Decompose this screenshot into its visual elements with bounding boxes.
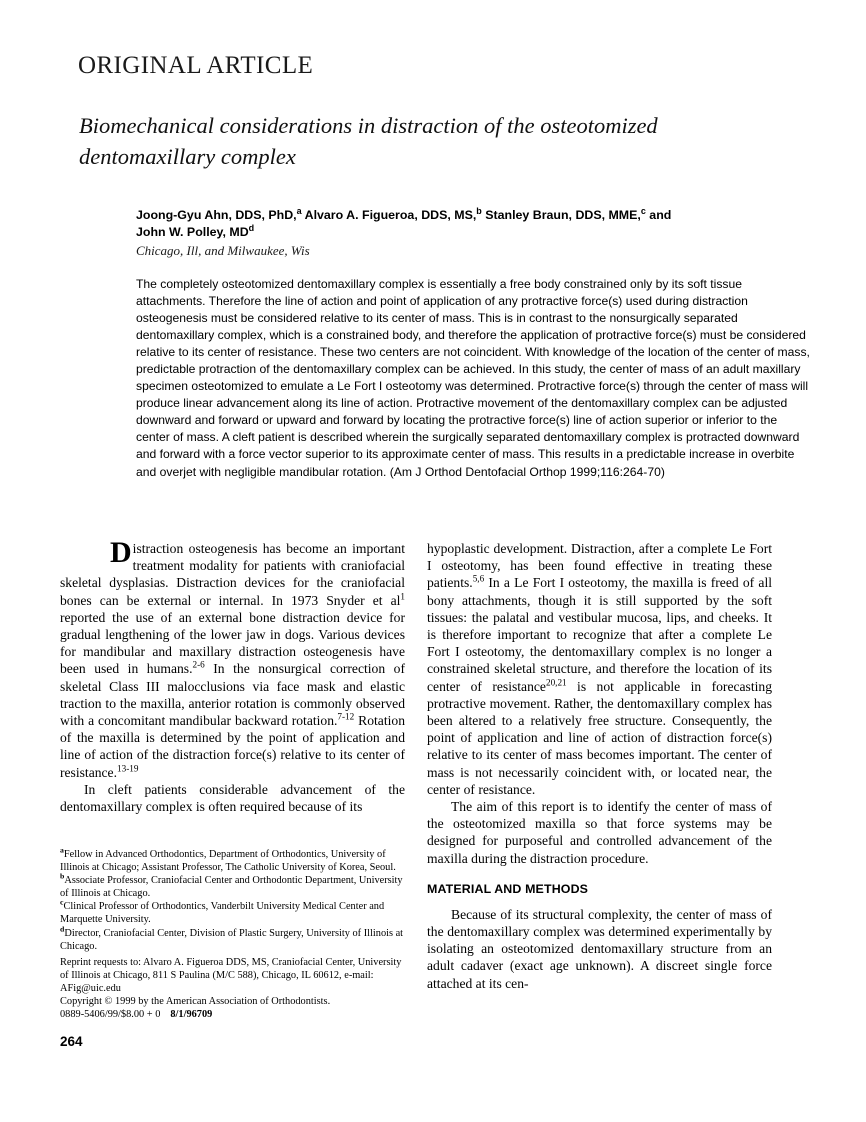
affiliation-marker-d: d [248, 222, 255, 233]
reference-marker: 20,21 [545, 677, 567, 688]
intro-text-b: reported the use of an external bone distraction device for gradual lengthening of the lower jaw in dogs. Various devices for mandibular and maxillary distraction osteogenesis have been used in humans. [60, 609, 405, 677]
section-heading-material-and-methods: MATERIAL AND METHODS [427, 881, 589, 896]
drop-cap: D [110, 536, 132, 569]
article-id: 8/1/96709 [170, 1009, 213, 1021]
reference-marker: 7-12 [337, 711, 355, 722]
article-type-kicker: ORIGINAL ARTICLE [78, 52, 314, 79]
affiliation-marker-a: a [296, 205, 302, 216]
lefort-text-b: In a Le Fort I osteotomy, the maxilla is freed of all bony attachments, though it is still supported by the soft tissues: the palatal and vestibular mucosa, lips, and cheeks. It is therefore important to recognize that after a complete Le Fort I osteotomy, the dentomaxillary complex is no longer a constrained skeletal structure, and therefore the location of its center of resistance [427, 575, 772, 694]
author-list [136, 207, 814, 241]
intro-text-d: Rotation of the maxilla is determined by the point of application and line of action of the distraction force(s) relative to its center of resistance. [60, 713, 405, 780]
footnote-marker-c: c [60, 897, 64, 907]
author-name: and [645, 208, 672, 222]
paragraph-lefort-continuation [427, 540, 772, 798]
intro-text-c: In the nonsurgical correction of skeletal Class III malocclusions via face mask and elastic traction to the maxilla, anterior rotation is commonly observed with a concomitant mandibular backward rotation. [60, 661, 405, 729]
body-column-left [60, 536, 405, 815]
reference-marker: 1 [400, 591, 405, 602]
issn-line [60, 1008, 405, 1021]
footnote-item [60, 871, 405, 900]
footnote-block [60, 845, 405, 1021]
footnote-marker-b: b [60, 871, 65, 881]
reference-marker: 2-6 [192, 659, 205, 670]
footnote-item [60, 924, 405, 953]
footnote-marker-d: d [60, 924, 65, 934]
paragraph-intro [60, 536, 405, 781]
reference-marker: 13-19 [117, 763, 139, 774]
paragraph-cleft-patients: In cleft patients considerable advancement of the dentomaxillary complex is often required because of its [60, 781, 405, 815]
abstract-text: The completely osteotomized dentomaxillary complex is essentially a free body constrained only by its soft tissue attachments. Therefore the line of action and point of application of any protractive force(s) used during distraction osteogenesis must be considered relative to its center of mass. This is in contrast to the nonsurgically separated dentomaxillary complex, which is a constrained body, and therefore the application of protractive force(s) must be considered relative to its center of resistance. These two centers are not coincident. With knowledge of the location of the center of mass, predictable protraction of the dentomaxillary complex can be achieved. In this study, the center of mass of an adult maxillary specimen osteotomized to emulate a Le Fort I osteotomy was determined. Protractive force(s) through the center of mass will produce linear advancement along its line of action. Protractive movement of the dentomaxillary complex can be adjusted downward and forward or upward and forward by locating the protractive force(s) line of action superior or inferior to the center of mass. A cleft patient is described wherein the surgically separated dentomaxillary complex is protracted downward and forward with a force vector superior to its approximate center of mass. This results in a predictable increase in overbite and overjet with negligible mandibular rotation. (Am J Orthod Dentofacial Orthop 1999;116:264-70) [136, 277, 810, 479]
reprint-requests: Reprint requests to: Alvaro A. Figueroa DDS, MS, Craniofacial Center, University of Illinois at Chicago, 811 S Paulina (M/C 588), Chicago, IL 60612, e-mail: AFig@uic.edu [60, 956, 402, 994]
author-line-2 [136, 222, 255, 239]
affiliation-marker-c: c [640, 205, 646, 216]
footnote-text: Fellow in Advanced Orthodontics, Department of Orthodontics, University of Illinois at Chicago; Assistant Professor, The Catholic University of Korea, Seoul. [60, 849, 396, 874]
author-locations: Chicago, Ill, and Milwaukee, Wis [136, 243, 310, 258]
footnote-text: Associate Professor, Craniofacial Center and Orthodontic Department, University of Illinois at Chicago. [60, 875, 403, 900]
author-line-1 [136, 205, 672, 222]
intro-text-a: istraction osteogenesis has become an important treatment modality for patients with craniofacial skeletal dysplasias. Distraction devices for the craniofacial bones can be external or internal. In 1973 Snyder et al [60, 541, 405, 608]
reference-marker: 5,6 [472, 573, 485, 584]
footnote-text: Clinical Professor of Orthodontics, Vanderbilt University Medical Center and Marquette University. [60, 901, 385, 926]
footnote-item [60, 845, 405, 874]
paragraph-methods: Because of its structural complexity, the center of mass of the dentomaxillary complex was determined experimentally by isolating an osteotomized dentomaxillary structure from an adult cadaver (exact age unknown). A discreet single force attached at its cen- [427, 906, 772, 991]
lefort-text-a: hypoplastic development. Distraction, after a complete Le Fort I osteotomy, has been found effective in treating these patients. [427, 541, 772, 591]
footnote-marker-a: a [60, 845, 64, 855]
article-title: Biomechanical considerations in distraction of the osteotomized dentomaxillary complex [79, 113, 658, 169]
paragraph-aim: The aim of this report is to identify the center of mass of the osteotomized maxilla so that force systems may be designed for purposeful and controlled advancement of the maxilla during the distraction procedure. [427, 799, 772, 866]
issn-code: 0889-5406/99/$8.00 + 0 [60, 1009, 161, 1021]
author-name: Alvaro A. Figueroa, DDS, MS, [301, 208, 477, 222]
author-name: Joong-Gyu Ahn, DDS, PhD, [136, 208, 297, 222]
author-name: Stanley Braun, DDS, MME, [481, 208, 641, 222]
lefort-text-c: is not applicable in forecasting protractive movement. Rather, the dentomaxillary complex has been altered to a relatively free structure. Consequently, the point of application and line of action of distraction force(s) relative to its center of mass becomes important. The center of mass is not necessarily coincident with, or located near, the center of resistance. [427, 678, 772, 797]
author-name-polley: John W. Polley, MD [136, 225, 249, 239]
copyright-notice: Copyright © 1999 by the American Association of Orthodontists. [60, 996, 331, 1008]
affiliation-marker-b: b [476, 205, 482, 216]
footnote-item [60, 897, 405, 926]
footnote-text: Director, Craniofacial Center, Division of Plastic Surgery, University of Illinois at Chicago. [60, 927, 404, 952]
body-column-right [427, 540, 772, 992]
page-number: 264 [60, 1034, 83, 1049]
